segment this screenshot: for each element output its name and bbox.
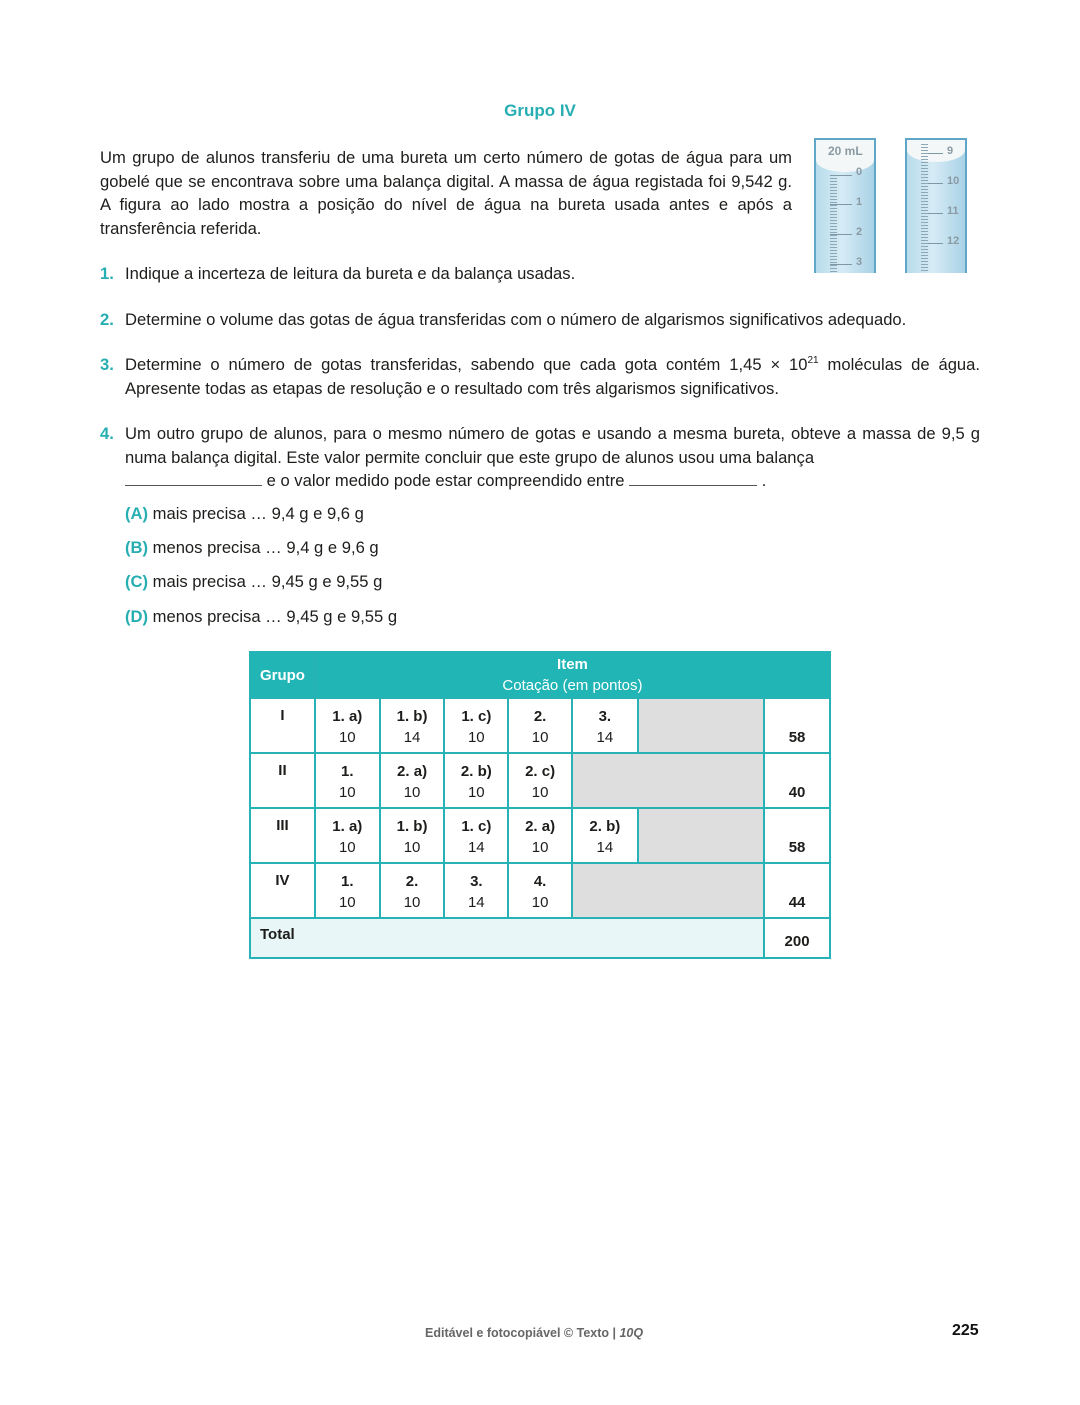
question-4: 4. Um outro grupo de alunos, para o mesmo número de gotas e usando a mesma bureta, obteve a massa de 9,5 g numa balança digital. Este valor permite concluir que este grupo de alunos usou uma balança e o valor medido pode estar compreendido entre . [100, 424, 980, 491]
page-number: 225 [952, 1322, 979, 1339]
group-cell: I [250, 698, 315, 753]
item-cell: 1. 10 [315, 863, 380, 918]
item-cell: 1. b) 14 [380, 698, 445, 753]
buret-capacity-label: 20 mL [828, 144, 863, 158]
row-sum: 44 [764, 863, 830, 918]
item-cell: 1. c) 10 [444, 698, 508, 753]
empty-cell [572, 863, 764, 918]
table-row [250, 808, 830, 863]
total-row [250, 918, 830, 958]
item-cell: 2. 10 [380, 863, 445, 918]
scoring-table [249, 651, 831, 959]
option-a[interactable]: (A) mais precisa … 9,4 g e 9,6 g [125, 504, 364, 523]
group-cell: III [250, 808, 315, 863]
item-cell: 2. 10 [508, 698, 572, 753]
option-c[interactable]: (C) mais precisa … 9,45 g e 9,55 g [125, 572, 383, 591]
item-cell: 1. b) 10 [380, 808, 445, 863]
header-item: Item Cotação (em pontos) [315, 652, 830, 698]
footer-credit: Editável e fotocopiável © Texto | 10Q [425, 1326, 644, 1340]
total-label: Total [250, 918, 764, 958]
answer-blank-1[interactable] [125, 471, 262, 486]
option-b[interactable]: (B) menos precisa … 9,4 g e 9,6 g [125, 538, 379, 557]
item-cell: 2. a) 10 [508, 808, 572, 863]
item-cell: 4. 10 [508, 863, 572, 918]
intro-paragraph: Um grupo de alunos transferiu de uma bureta um certo número de gotas de água para um gobelé que se encontrava sobre uma balança digital. A massa de água registada foi 9,542 g. A figura ao lado mostra a posição do nível de água na bureta usada antes e após a transferência referida. [100, 148, 792, 238]
question-1: 1. Indique a incerteza de leitura da bureta e da balança usadas. [100, 264, 576, 283]
header-grupo: Grupo [250, 652, 315, 698]
item-cell: 1. 10 [315, 753, 380, 808]
item-cell: 2. c) 10 [508, 753, 572, 808]
item-cell: 2. b) 10 [444, 753, 508, 808]
question-3: 3. Determine o número de gotas transferidas, sabendo que cada gota contém $1,45 \times 10^{21}$ moléculas de água. Apresente todas as etapas de resolução e o resultado com três algarismos significativos. [100, 355, 980, 398]
table-row [250, 863, 830, 918]
group-title: Grupo IV [504, 101, 576, 120]
option-d[interactable]: (D) menos precisa … 9,45 g e 9,55 g [125, 607, 398, 626]
group-cell: II [250, 753, 315, 808]
item-cell: 1. c) 14 [444, 808, 508, 863]
group-cell: IV [250, 863, 315, 918]
empty-cell [638, 698, 764, 753]
item-cell: 1. a) 10 [315, 698, 380, 753]
item-cell: 1. a) 10 [315, 808, 380, 863]
item-cell: 2. a) 10 [380, 753, 445, 808]
buret-after: 9 10 11 12 [905, 138, 967, 273]
table-row [250, 753, 830, 808]
row-sum: 58 [764, 808, 830, 863]
question-2: 2. Determine o volume das gotas de água transferidas com o número de algarismos significativos adequado. [100, 310, 907, 329]
answer-blank-2[interactable] [629, 471, 757, 486]
total-value: 200 [764, 918, 830, 958]
row-sum: 40 [764, 753, 830, 808]
buret-before: 20 mL 0 1 2 3 [814, 138, 876, 273]
item-cell: 3. 14 [444, 863, 508, 918]
row-sum: 58 [764, 698, 830, 753]
empty-cell [638, 808, 764, 863]
item-cell: 3. 14 [572, 698, 638, 753]
item-cell: 2. b) 14 [572, 808, 638, 863]
empty-cell [572, 753, 764, 808]
table-row [250, 698, 830, 753]
